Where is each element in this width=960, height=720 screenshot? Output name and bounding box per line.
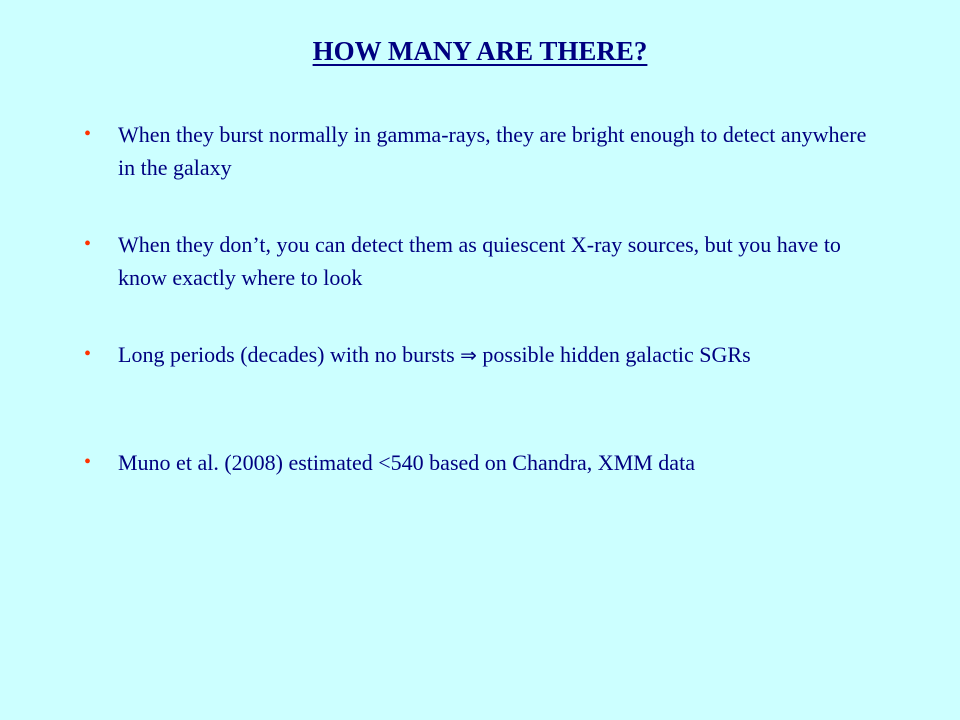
bullet-text-after: possible hidden galactic SGRs xyxy=(482,342,751,367)
bullet-text: When they don’t, you can detect them as quiescent X-ray sources, but you have to know exactly where to look xyxy=(118,232,841,290)
bullet-text xyxy=(118,338,878,372)
bullet-icon: • xyxy=(84,123,92,145)
bullet-text: Muno et al. (2008) estimated <540 based on Chandra, XMM data xyxy=(118,450,695,475)
bullet-text-before: Long periods (decades) with no bursts xyxy=(118,342,455,367)
bullet-icon: • xyxy=(84,233,92,255)
bullet-icon: • xyxy=(84,343,92,365)
bullet-text: When they burst normally in gamma-rays, they are bright enough to detect anywhere in the galaxy xyxy=(118,122,867,180)
slide-title: HOW MANY ARE THERE? xyxy=(312,36,648,66)
implies-arrow-icon: ⇒ xyxy=(460,343,477,367)
bullet-icon: • xyxy=(84,451,92,473)
